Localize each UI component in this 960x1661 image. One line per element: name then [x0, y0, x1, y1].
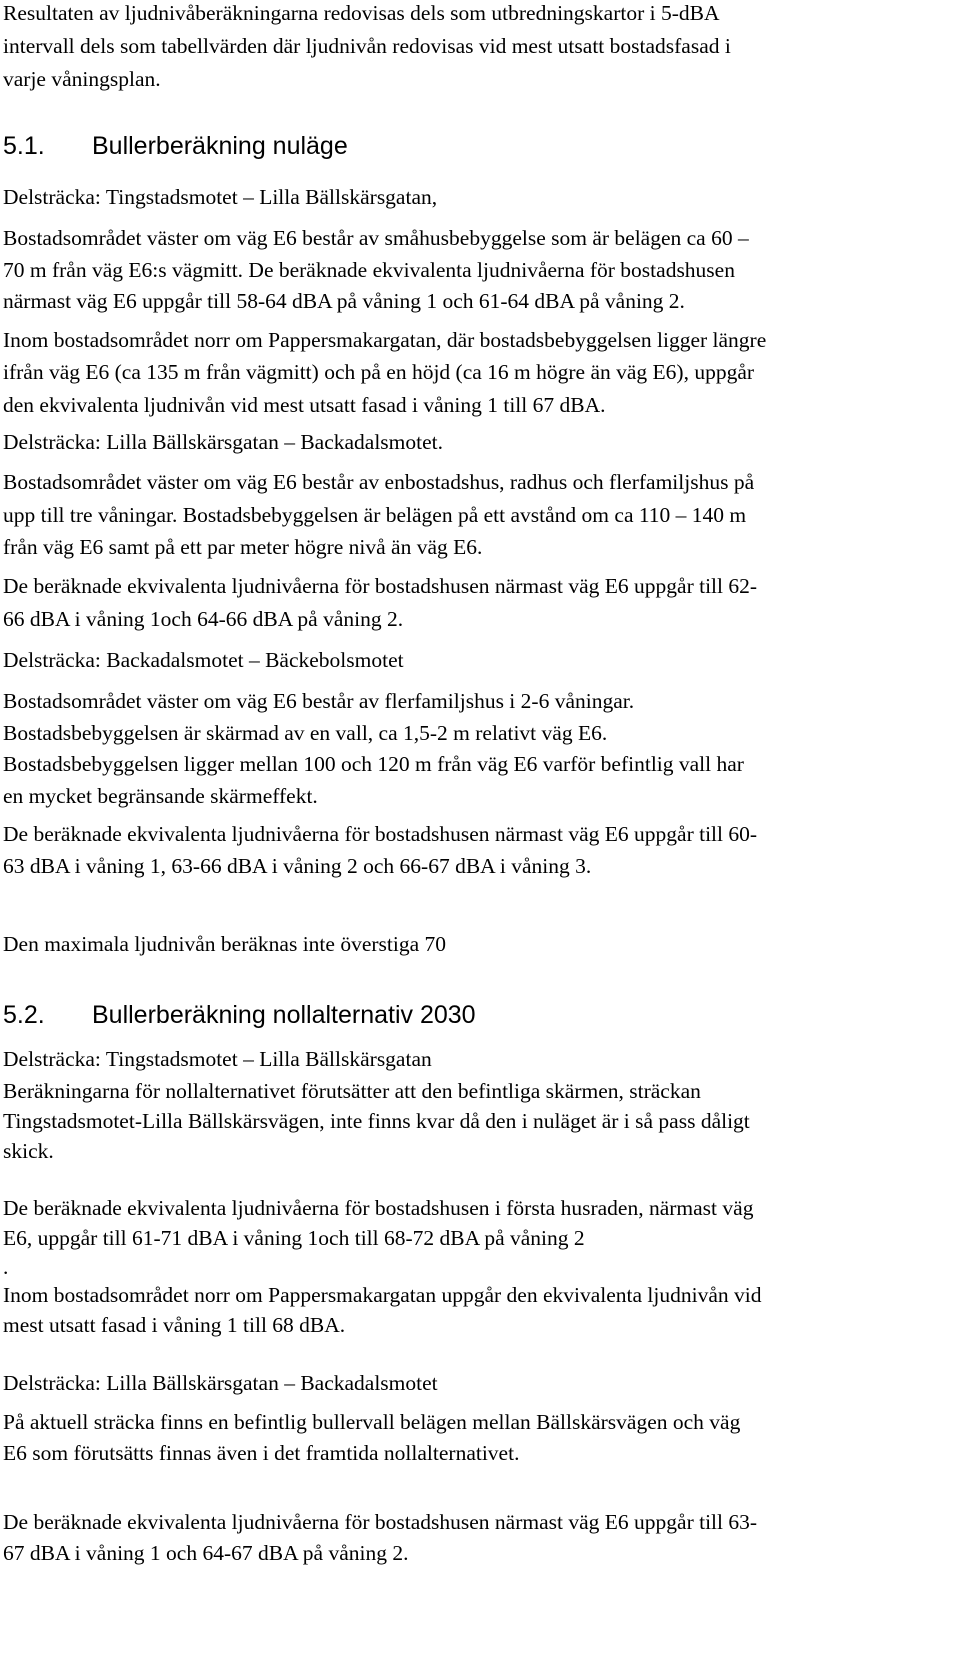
body-line: 70 m från väg E6:s vägmitt. De beräknade ekvivalenta ljudnivåerna för bostadshusen — [3, 258, 735, 282]
body-line: från väg E6 samt på ett par meter högre nivå än väg E6. — [3, 535, 483, 559]
body-line: De beräknade ekvivalenta ljudnivåerna för bostadshusen närmast väg E6 uppgår till 62- — [3, 574, 758, 598]
body-line: Bostadsbebyggelsen ligger mellan 100 och 120 m från väg E6 varför befintlig vall har — [3, 752, 744, 776]
subsection-label: Delsträcka: Tingstadsmotet – Lilla Bällskärsgatan, — [3, 185, 438, 209]
body-line: mest utsatt fasad i våning 1 till 68 dBA. — [3, 1313, 346, 1337]
body-line: intervall dels som tabellvärden där ljudnivån redovisas vid mest utsatt bostadsfasad i — [3, 34, 731, 58]
subsection-label: Delsträcka: Lilla Bällskärsgatan – Backadalsmotet — [3, 1371, 438, 1395]
body-line: Bostadsområdet väster om väg E6 består av enbostadshus, radhus och flerfamiljshus på — [3, 470, 755, 494]
subsection-label: Delsträcka: Backadalsmotet – Bäckebolsmotet — [3, 648, 404, 672]
body-line: De beräknade ekvivalenta ljudnivåerna för bostadshusen närmast väg E6 uppgår till 63- — [3, 1510, 758, 1534]
body-line: Beräkningarna för nollalternativet förutsätter att den befintliga skärmen, sträckan — [3, 1079, 701, 1103]
body-line: 63 dBA i våning 1, 63-66 dBA i våning 2 och 66-67 dBA i våning 3. — [3, 854, 592, 878]
body-line: närmast väg E6 uppgår till 58-64 dBA på våning 1 och 61-64 dBA på våning 2. — [3, 289, 685, 313]
body-line: Bostadsbebyggelsen är skärmad av en vall, ca 1,5-2 m relativt väg E6. — [3, 721, 608, 745]
body-line: Inom bostadsområdet norr om Pappersmakargatan, där bostadsbebyggelsen ligger längre — [3, 328, 767, 352]
section-title: Bullerberäkning nollalternativ 2030 — [92, 1001, 476, 1029]
body-line: De beräknade ekvivalenta ljudnivåerna för bostadshusen i första husraden, närmast väg — [3, 1196, 754, 1220]
section-heading-5-2 — [3, 1001, 476, 1029]
section-heading-5-1 — [3, 132, 348, 160]
section-number: 5.2. — [3, 1001, 45, 1029]
body-line: Inom bostadsområdet norr om Pappersmakargatan uppgår den ekvivalenta ljudnivån vid — [3, 1283, 762, 1307]
body-line: De beräknade ekvivalenta ljudnivåerna för bostadshusen närmast väg E6 uppgår till 60- — [3, 822, 758, 846]
body-line: 67 dBA i våning 1 och 64-67 dBA på våning 2. — [3, 1541, 409, 1565]
body-line: upp till tre våningar. Bostadsbebyggelsen är belägen på ett avstånd om ca 110 – 140 m — [3, 503, 747, 527]
subsection-label: Delsträcka: Lilla Bällskärsgatan – Backadalsmotet. — [3, 430, 444, 454]
body-line: På aktuell sträcka finns en befintlig bullervall belägen mellan Bällskärsvägen och väg — [3, 1410, 741, 1434]
body-line: Tingstadsmotet-Lilla Bällskärsvägen, inte finns kvar då den i nuläget är i så pass dåligt — [3, 1109, 750, 1133]
body-line: en mycket begränsande skärmeffekt. — [3, 784, 318, 808]
body-line: ifrån väg E6 (ca 135 m från vägmitt) och på en höjd (ca 16 m högre än väg E6), uppgår — [3, 360, 755, 384]
body-line: Bostadsområdet väster om väg E6 består av flerfamiljshus i 2-6 våningar. — [3, 689, 635, 713]
body-line: . — [3, 1255, 9, 1279]
body-line: Resultaten av ljudnivåberäkningarna redovisas dels som utbredningskartor i 5-dBA — [3, 1, 720, 25]
section-title: Bullerberäkning nuläge — [92, 132, 348, 160]
body-line: varje våningsplan. — [3, 67, 161, 91]
body-line: Bostadsområdet väster om väg E6 består av småhusbebyggelse som är belägen ca 60 – — [3, 226, 749, 250]
body-line: E6, uppgår till 61-71 dBA i våning 1och till 68-72 dBA på våning 2 — [3, 1226, 585, 1250]
body-line: 66 dBA i våning 1och 64-66 dBA på våning 2. — [3, 607, 404, 631]
section-number: 5.1. — [3, 132, 45, 160]
body-line: Den maximala ljudnivån beräknas inte överstiga 70 — [3, 932, 447, 956]
body-line: skick. — [3, 1139, 54, 1163]
body-line: den ekvivalenta ljudnivån vid mest utsatt fasad i våning 1 till 67 dBA. — [3, 393, 606, 417]
subsection-label: Delsträcka: Tingstadsmotet – Lilla Bällskärsgatan — [3, 1047, 432, 1071]
body-line: E6 som förutsätts finnas även i det framtida nollalternativet. — [3, 1441, 520, 1465]
